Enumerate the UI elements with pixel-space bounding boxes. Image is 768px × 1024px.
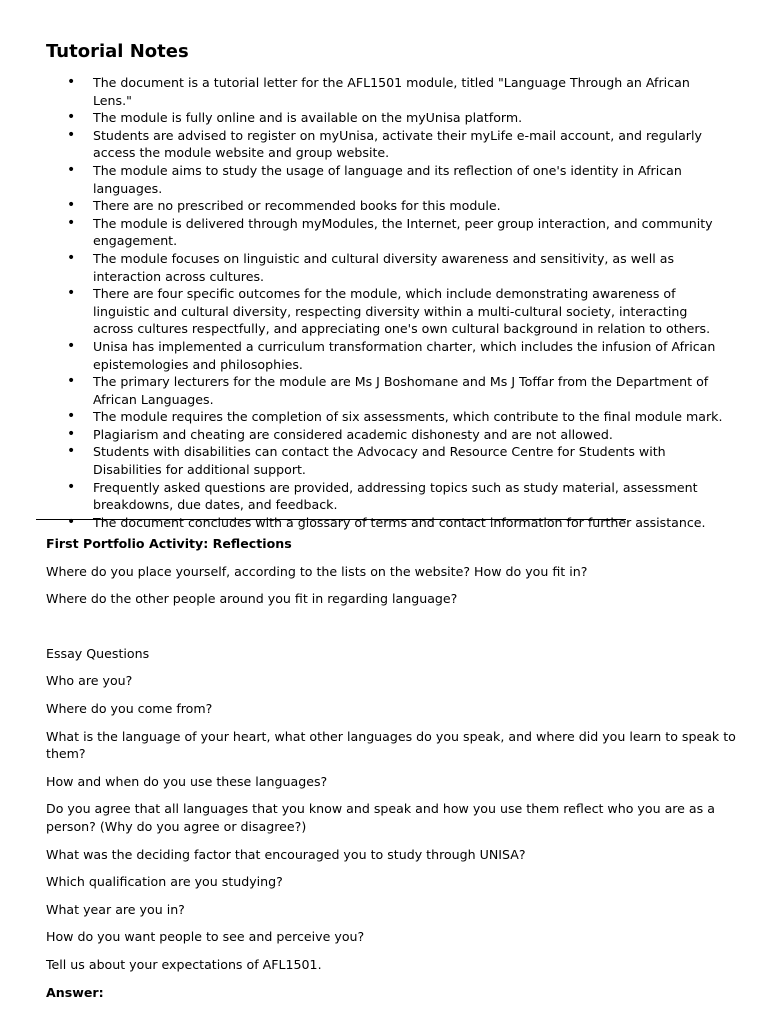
list-item: • The module is fully online and is available on the myUnisa platform. — [46, 109, 726, 127]
summary-list — [46, 74, 726, 531]
essay-question: Who are you? — [46, 673, 133, 689]
essay-question: What is the language of your heart, what other languages do you speak, and where did you learn to speak to them? — [46, 728, 736, 762]
list-item: • The primary lecturers for the module are Ms J Boshomane and Ms J Toffar from the Department of African Languages. — [46, 373, 726, 408]
essay-question: Where do you come from? — [46, 700, 213, 716]
list-item: • The document is a tutorial letter for the AFL1501 module, titled "Language Through an African Lens." — [46, 74, 726, 109]
essay-question: Which qualification are you studying? — [46, 874, 283, 890]
list-item: • Students with disabilities can contact the Advocacy and Resource Centre for Students with Disabilities for additional support. — [46, 443, 726, 478]
list-item: • There are four specific outcomes for the module, which include demonstrating awareness of linguistic and cultural diversity, respecting diversity within a multi-cultural society, interacting across cultures respectfully, and appreciating one's own cultural background in relation to others. — [46, 285, 726, 338]
list-item: • Frequently asked questions are provided, addressing topics such as study material, assessment breakdowns, due dates, and feedback. — [46, 479, 726, 514]
list-item: • The document concludes with a glossary of terms and contact information for further assistance. — [46, 514, 726, 532]
portfolio-question: Where do the other people around you fit in regarding language? — [46, 591, 458, 607]
essay-question: What was the deciding factor that encouraged you to study through UNISA? — [46, 846, 526, 862]
list-item: • There are no prescribed or recommended books for this module. — [46, 197, 726, 215]
essay-question: How and when do you use these languages? — [46, 773, 328, 789]
portfolio-question: Where do you place yourself, according to the lists on the website? How do you fit in? — [46, 563, 588, 579]
list-item: • Students are advised to register on myUnisa, activate their myLife e-mail account, and regularly access the module website and group website. — [46, 127, 726, 162]
list-item: • The module is delivered through myModules, the Internet, peer group interaction, and community engagement. — [46, 215, 726, 250]
list-item: • The module requires the completion of six assessments, which contribute to the final module mark. — [46, 408, 726, 426]
list-item: • Plagiarism and cheating are considered academic dishonesty and are not allowed. — [46, 426, 726, 444]
essay-question: Tell us about your expectations of AFL1501. — [46, 956, 322, 972]
essay-title: Essay Questions — [46, 645, 150, 661]
essay-question: Do you agree that all languages that you know and speak and how you use them reflect who you are as a person? (Why do you agree or disagree?) — [46, 801, 715, 834]
list-item: • The module focuses on linguistic and cultural diversity awareness and sensitivity, as well as interaction across cultures. — [46, 250, 726, 285]
answer-label: Answer: — [46, 984, 104, 1000]
list-item: • Unisa has implemented a curriculum transformation charter, which includes the infusion of African epistemologies and philosophies. — [46, 338, 726, 373]
portfolio-title: First Portfolio Activity: Reflections — [46, 536, 292, 551]
spacer — [46, 618, 736, 645]
essay-question: What year are you in? — [46, 901, 185, 917]
portfolio-activity-section — [46, 535, 736, 1011]
essay-question: How do you want people to see and perceive you? — [46, 929, 365, 945]
page-title: Tutorial Notes — [46, 41, 189, 62]
horizontal-divider — [36, 519, 626, 520]
list-item: • The module aims to study the usage of language and its reflection of one's identity in African languages. — [46, 162, 726, 197]
tutorial-notes-section — [46, 40, 726, 531]
